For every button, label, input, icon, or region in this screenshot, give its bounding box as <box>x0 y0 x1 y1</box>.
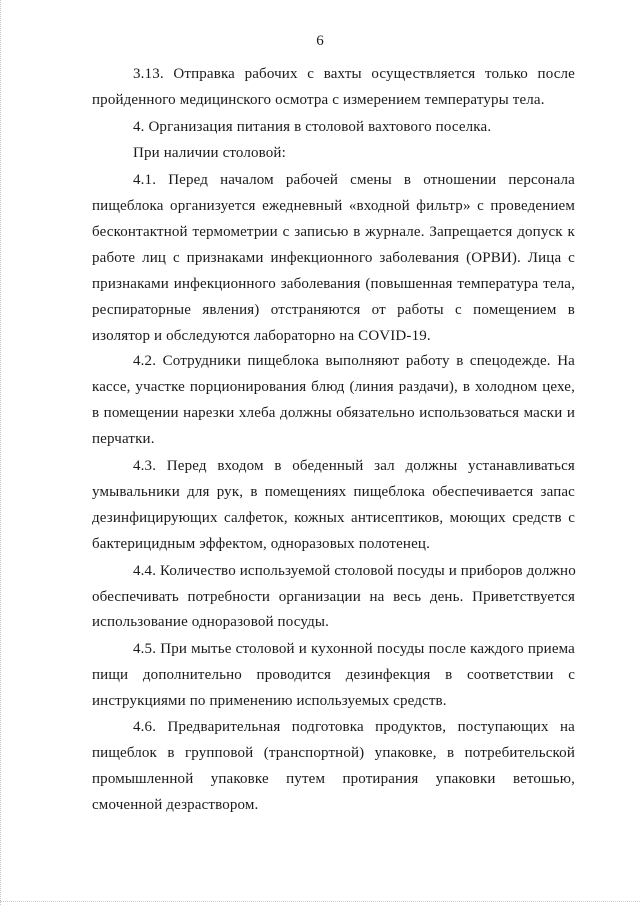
text-line: смоченной дезраствором. <box>92 797 259 813</box>
text-line: пищи дополнительно проводится дезинфекция в соответствии с <box>92 667 575 683</box>
text-line: 4.5. При мытье столовой и кухонной посуды после каждого приема <box>133 641 575 657</box>
text-line: 4.3. Перед входом в обеденный зал должны устанавливаться <box>133 458 575 474</box>
text-line: пищеблока организуется ежедневный «входной фильтр» с проведением <box>92 198 575 214</box>
text-line: При наличии столовой: <box>133 145 286 161</box>
text-line: признаками инфекционного заболевания (повышенная температура тела, <box>92 276 575 292</box>
text-line: пищеблок в групповой (транспортной) упаковке, в потребительской <box>92 745 575 761</box>
text-line: работе лиц с признаками инфекционного заболевания (ОРВИ). Лица с <box>92 250 575 266</box>
text-line: изолятор и обследуются лабораторно на COVID-19. <box>92 328 431 344</box>
text-line: использование одноразовой посуды. <box>92 614 329 630</box>
page-number: 6 <box>316 33 324 49</box>
text-line: 3.13. Отправка рабочих с вахты осуществляется только после <box>133 66 575 82</box>
text-line: 4.1. Перед началом рабочей смены в отношении персонала <box>133 172 575 188</box>
text-line: 4.2. Сотрудники пищеблока выполняют работу в спецодежде. На <box>133 353 575 369</box>
text-line: дезинфицирующих салфеток, кожных антисептиков, моющих средств с <box>92 510 575 526</box>
text-line: 4.4. Количество используемой столовой посуды и приборов должно <box>133 563 576 579</box>
scan-bottom-edge <box>0 900 640 902</box>
text-line: перчатки. <box>92 431 155 447</box>
text-line: обеспечивать потребности организации на весь день. Приветствуется <box>92 589 575 605</box>
text-line: 4.6. Предварительная подготовка продуктов, поступающих на <box>133 719 575 735</box>
text-line: бесконтактной термометрии с записью в журнале. Запрещается допуск к <box>92 224 575 240</box>
text-line: респираторные явления) отстраняются от работы с помещением в <box>92 302 575 318</box>
text-line: бактерицидным эффектом, одноразовых полотенец. <box>92 536 430 552</box>
scan-left-edge <box>0 0 6 905</box>
text-line: промышленной упаковке путем протирания упаковки ветошью, <box>92 771 575 787</box>
section-heading: 4. Организация питания в столовой вахтового поселка. <box>133 119 492 135</box>
text-line: кассе, участке порционирования блюд (линия раздачи), в холодном цехе, <box>92 379 575 395</box>
text-line: в помещении нарезки хлеба должны обязательно использоваться маски и <box>92 405 575 421</box>
text-line: пройденного медицинского осмотра с измерением температуры тела. <box>92 92 545 108</box>
text-line: инструкциями по применению используемых средств. <box>92 693 447 709</box>
text-line: умывальники для рук, в помещениях пищеблока обеспечивается запас <box>92 484 575 500</box>
